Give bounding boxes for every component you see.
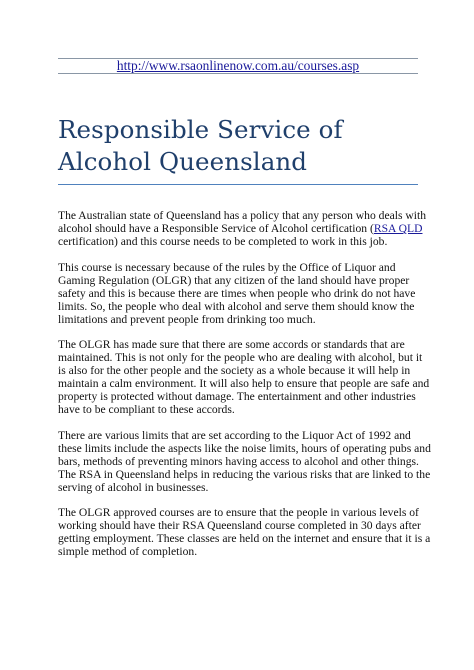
- document-title: [58, 114, 438, 178]
- text-line: maintain a calm environment. It will also help to ensure that people are safe and: [58, 376, 430, 390]
- text-line: limits. So, the people who deal with alcohol and serve them should know the: [58, 299, 415, 313]
- text-line: The OLGR has made sure that there are some accords or standards that are: [58, 338, 405, 351]
- rsa-qld-link[interactable]: RSA QLD: [373, 221, 423, 235]
- text-line: There are various limits that are set according to the Liquor Act of 1992 and: [58, 429, 411, 442]
- text-line: property is protected without damage. The entertainment and other industries: [58, 389, 416, 403]
- paragraph-liquor-act: [58, 430, 438, 495]
- text-line: have to be compliant to these accords.: [58, 402, 235, 416]
- text-line: The OLGR approved courses are to ensure that the people in various levels of: [58, 506, 419, 519]
- text-line: simple method of completion.: [58, 544, 198, 558]
- text-line: [58, 223, 438, 236]
- header-url-bar: [58, 59, 418, 73]
- paragraph-approved-courses: [58, 507, 438, 559]
- text-line: safety and this is because there are times when people who drink do not have: [58, 286, 416, 300]
- text-line: limitations and prevent people from drinking too much.: [58, 312, 316, 326]
- text-line: getting employment. These classes are held on the internet and ensure that it is a: [58, 531, 431, 545]
- text-line: serving of alcohol in businesses.: [58, 480, 209, 494]
- paragraph-accords: [58, 339, 438, 416]
- text-line: This course is necessary because of the rules by the Office of Liquor and: [58, 261, 396, 274]
- text-line: The RSA in Queensland helps in reducing the various risks that are linked to the: [58, 467, 431, 481]
- paragraph-olgr-rules: [58, 262, 438, 327]
- header-rule-bottom: [58, 73, 418, 74]
- paragraph-intro: [58, 210, 438, 249]
- header-url-link[interactable]: http://www.rsaonlinenow.com.au/courses.asp: [116, 58, 360, 73]
- text-line: certification) and this course needs to be completed to work in this job.: [58, 234, 388, 248]
- text-line: The Australian state of Queensland has a policy that any person who deals with: [58, 209, 427, 222]
- text-line: Gaming Regulation (OLGR) that any citizen of the land should have proper: [58, 273, 410, 287]
- text-line: bars, methods of preventing minors having access to alcohol and other things.: [58, 454, 419, 468]
- title-line-1: Responsible Service of: [58, 115, 343, 144]
- text-line: these limits include the aspects like the noise limits, hours of operating pubs and: [58, 441, 431, 455]
- text-line: is also for the other people and the society as a whole because it will help in: [58, 363, 411, 377]
- title-underline-rule: [58, 184, 418, 185]
- title-line-2: Alcohol Queensland: [58, 147, 308, 176]
- text-segment: alcohol should have a Responsible Service of Alcohol certification (: [58, 221, 374, 235]
- text-line: maintained. This is not only for the people who are dealing with alcohol, but it: [58, 350, 423, 364]
- text-line: working should have their RSA Queensland course completed in 30 days after: [58, 518, 421, 532]
